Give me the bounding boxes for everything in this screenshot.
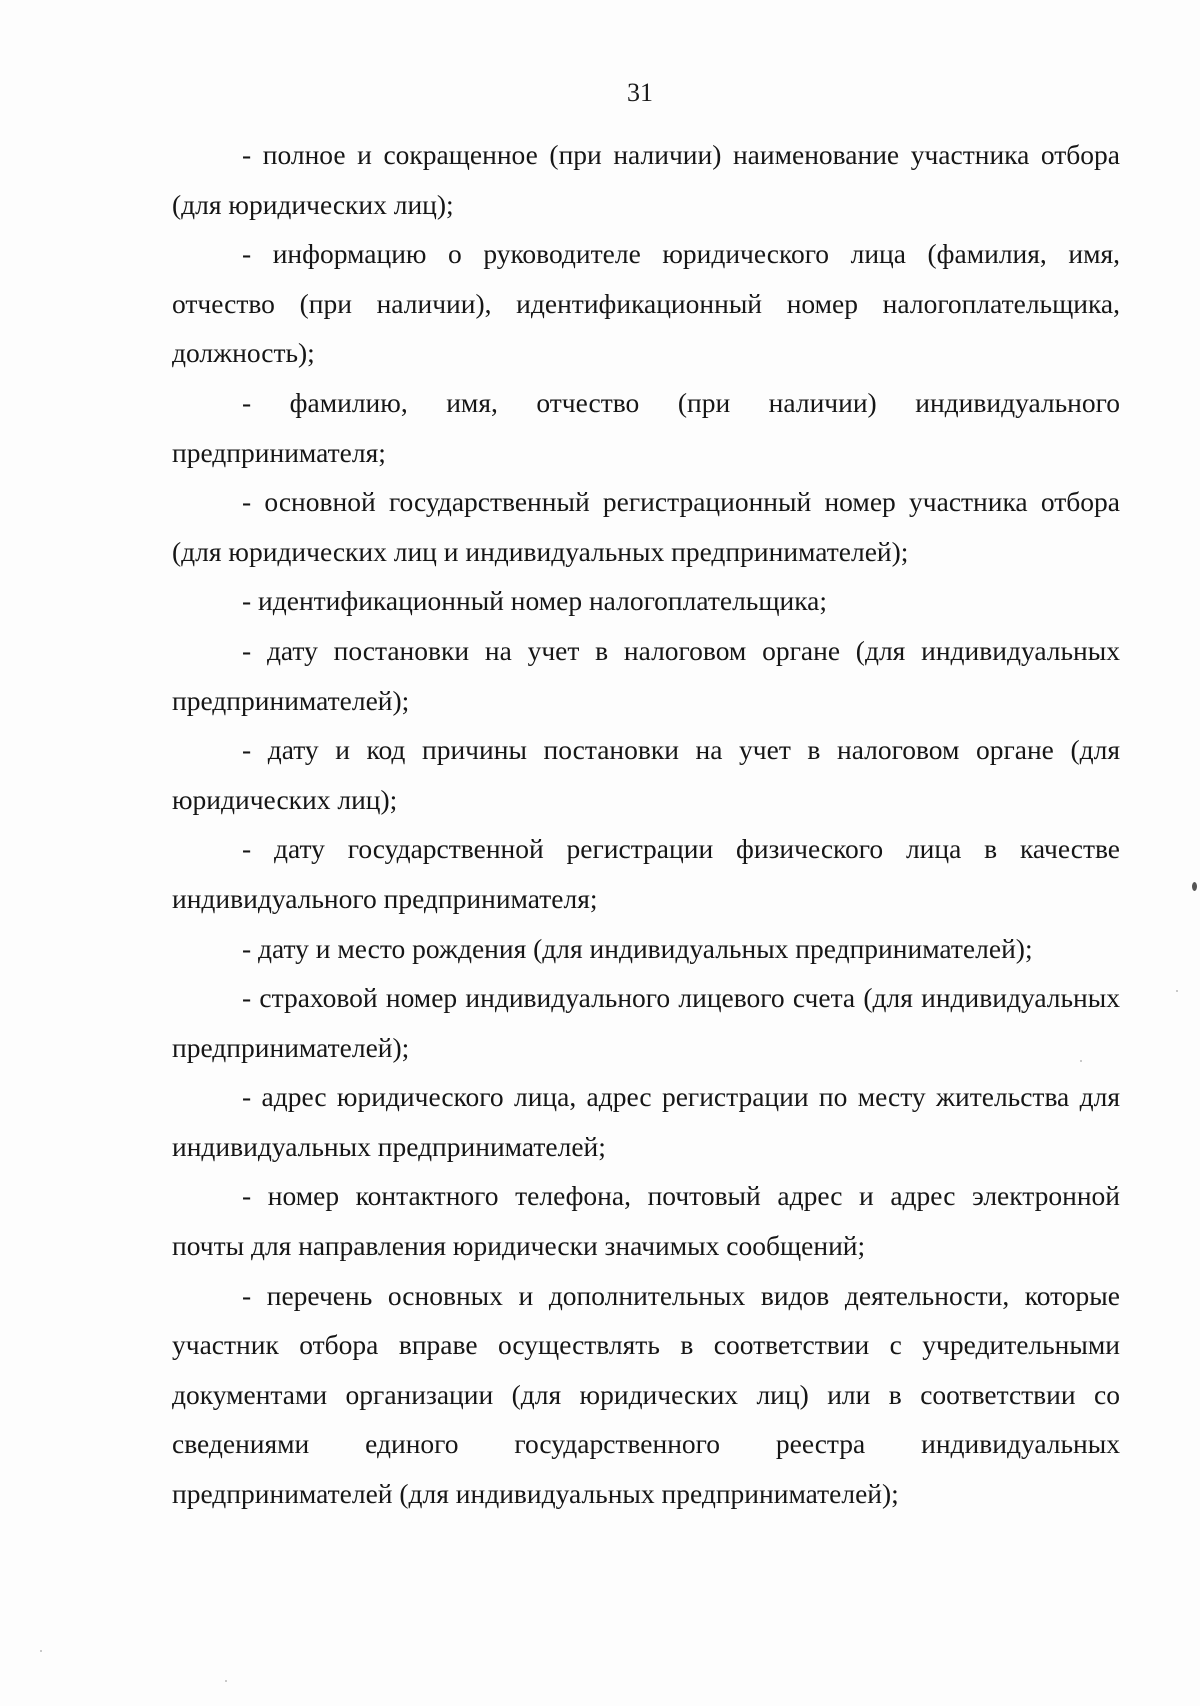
list-item: - адрес юридического лица, адрес регистрации по месту жительства для индивидуальных предпринимателей; <box>172 1081 1120 1162</box>
document-body <box>172 130 1120 1519</box>
list-item: - идентификационный номер налогоплательщика; <box>242 585 828 617</box>
list-item: - фамилию, имя, отчество (при наличии) индивидуального предпринимателя; <box>172 386 1120 468</box>
page-number: 31 <box>627 78 653 107</box>
list-item: - дату и код причины постановки на учет в налоговом органе (для юридических лиц); <box>172 734 1120 815</box>
list-item: - дату постановки на учет в налоговом органе (для индивидуальных предпринимателей); <box>172 634 1120 716</box>
scan-speck <box>1192 882 1197 891</box>
scan-speck <box>1176 990 1178 992</box>
list-item: - информацию о руководителе юридического лица (фамилия, имя, отчество (при наличии), идентификационный номер налогоплательщика, должность); <box>172 238 1120 369</box>
list-item: - дату государственной регистрации физического лица в качестве индивидуального предпринимателя; <box>172 833 1120 914</box>
scan-speck <box>1080 1060 1082 1062</box>
scan-speck <box>40 1650 42 1652</box>
list-item: - перечень основных и дополнительных видов деятельности, которые участник отбора вправе осуществлять в соответствии с учредительными документами организации (для юридических лиц) или в соответствии со сведениями единого государственного реестра индивидуальных предпринимателей (для индивидуальных предпринимателей); <box>172 1279 1120 1510</box>
list-item: - номер контактного телефона, почтовый адрес и адрес электронной почты для направления юридически значимых сообщений; <box>172 1180 1120 1262</box>
list-item: - дату и место рождения (для индивидуальных предпринимателей); <box>242 932 1033 964</box>
list-item: - страховой номер индивидуального лицевого счета (для индивидуальных предпринимателей); <box>172 982 1120 1063</box>
list-item: - полное и сокращенное (при наличии) наименование участника отбора (для юридических лиц); <box>172 139 1120 220</box>
scan-speck <box>225 1680 227 1682</box>
list-item: - основной государственный регистрационный номер участника отбора (для юридических лиц и индивидуальных предпринимателей); <box>172 486 1120 567</box>
